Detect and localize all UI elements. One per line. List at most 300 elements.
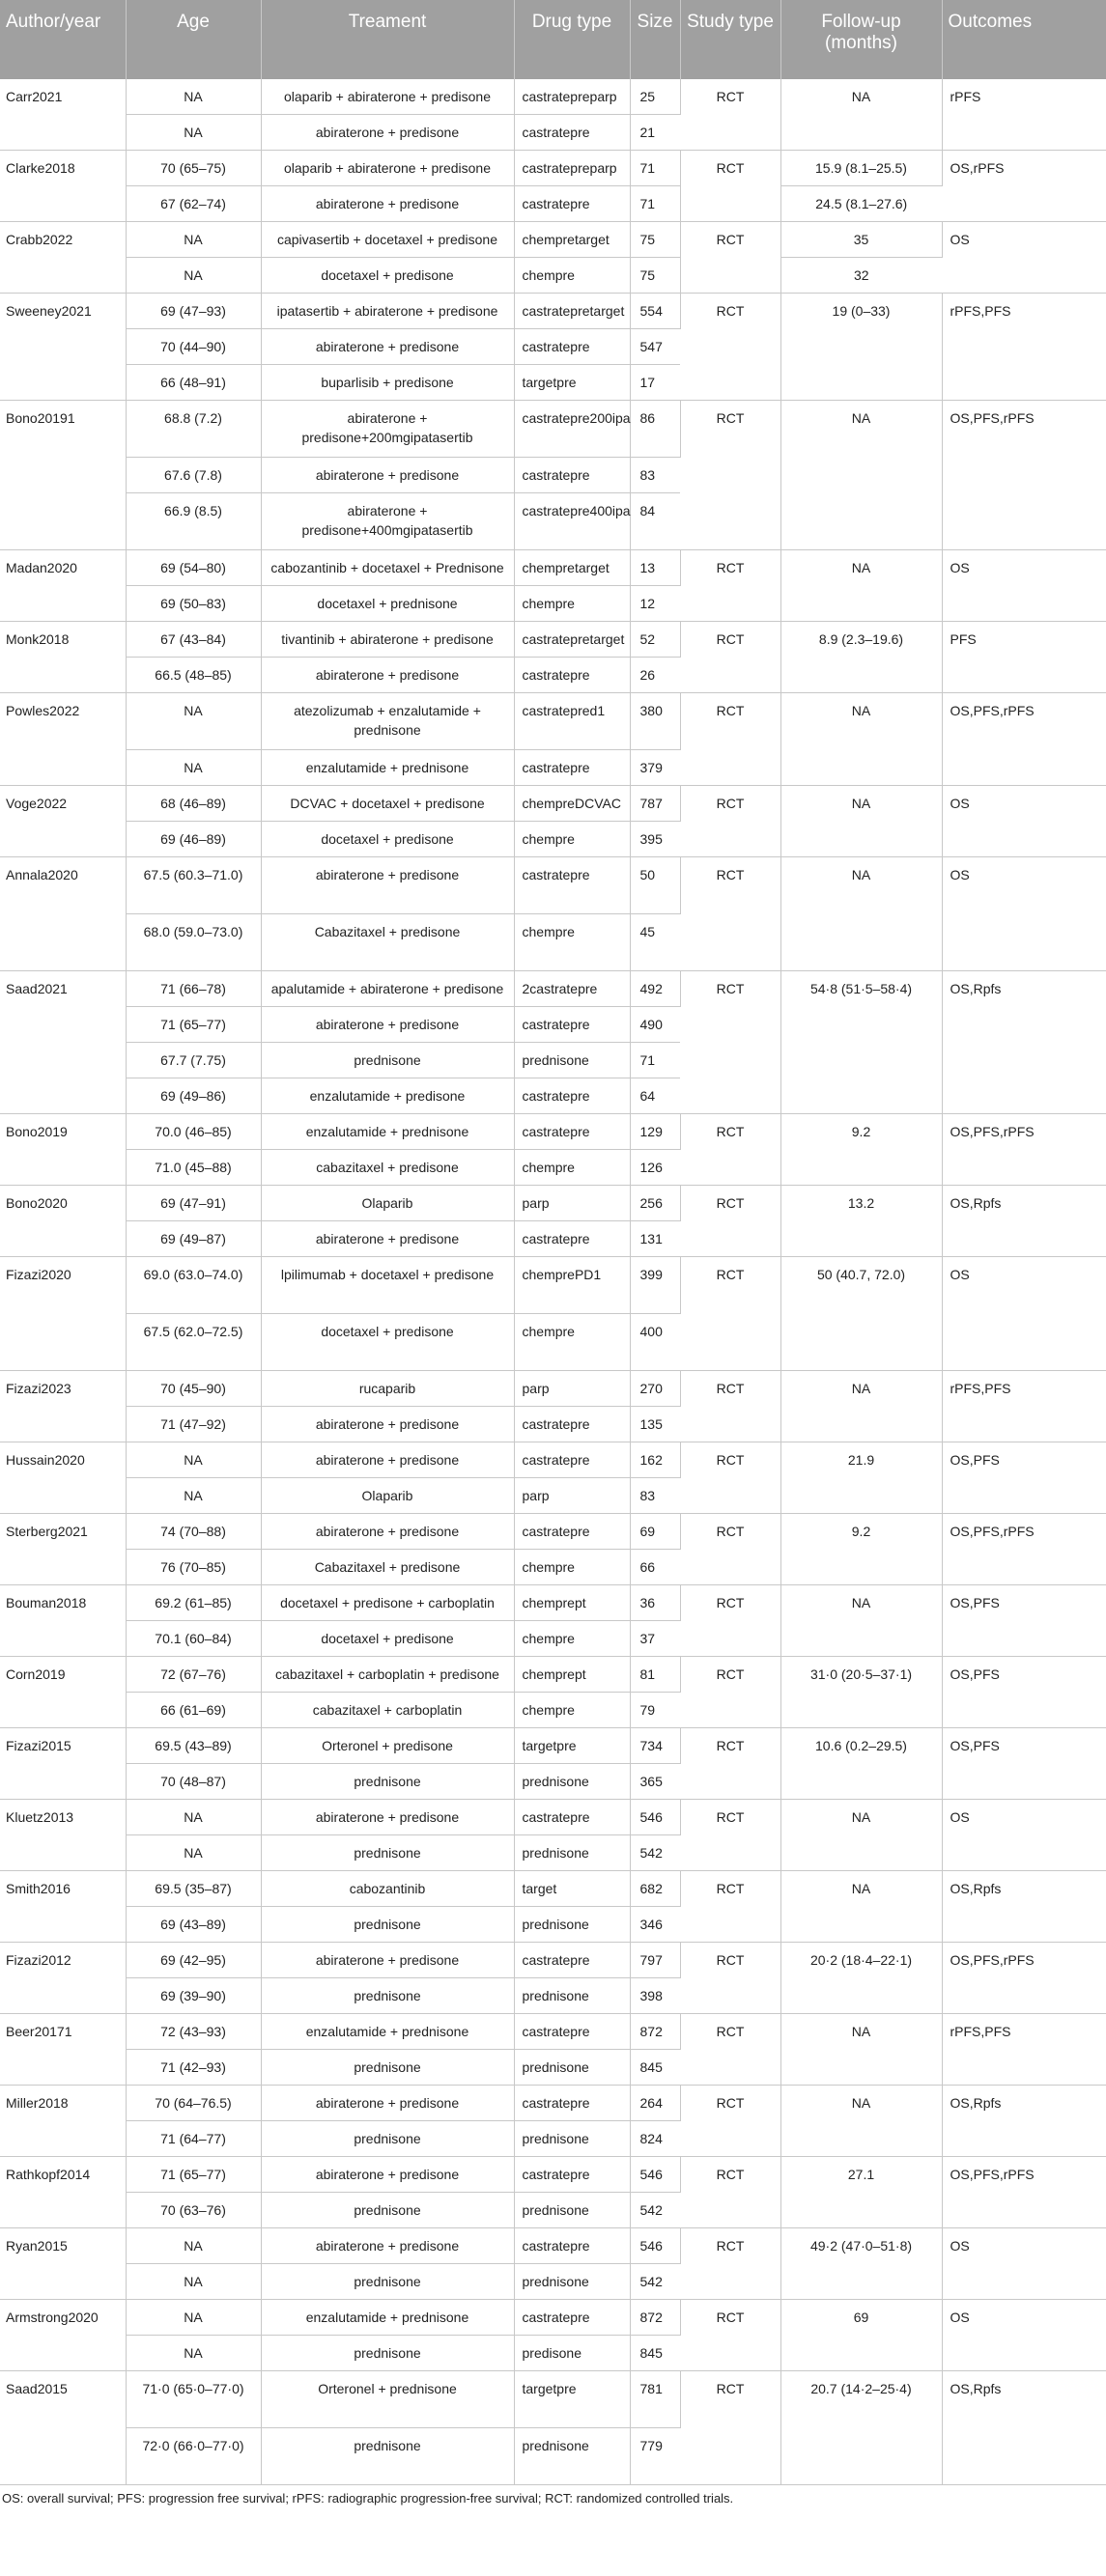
follow-up-cell: 35 bbox=[780, 222, 942, 258]
header-author: Author/year bbox=[0, 0, 126, 79]
age-cell: 69 (43–89) bbox=[126, 1907, 261, 1943]
treatment-cell: abiraterone + predisone bbox=[261, 658, 514, 693]
study-type-cell: RCT bbox=[680, 1442, 780, 1514]
drug-type-cell: castratepre bbox=[514, 1114, 630, 1150]
treatment-cell: abiraterone + predisone bbox=[261, 1442, 514, 1478]
table-row bbox=[0, 622, 1106, 658]
treatment-cell: enzalutamide + prednisone bbox=[261, 1114, 514, 1150]
age-cell: 67.6 (7.8) bbox=[126, 458, 261, 493]
drug-type-cell: prednisone bbox=[514, 2050, 630, 2086]
study-type-cell: RCT bbox=[680, 693, 780, 786]
size-cell: 26 bbox=[630, 658, 680, 693]
outcomes-cell: OS,rPFS bbox=[942, 151, 1106, 222]
table-row bbox=[0, 401, 1106, 458]
table-row bbox=[0, 1257, 1106, 1314]
treatment-cell: rucaparib bbox=[261, 1371, 514, 1407]
drug-type-cell: prednisone bbox=[514, 1907, 630, 1943]
outcomes-cell: OS bbox=[942, 1800, 1106, 1871]
author-cell: Saad2015 bbox=[0, 2371, 126, 2485]
study-type-cell: RCT bbox=[680, 1657, 780, 1728]
treatment-cell: cabazitaxel + carboplatin bbox=[261, 1693, 514, 1728]
size-cell: 270 bbox=[630, 1371, 680, 1407]
outcomes-cell: OS,PFS bbox=[942, 1728, 1106, 1800]
follow-up-cell: 21.9 bbox=[780, 1442, 942, 1514]
follow-up-cell: 10.6 (0.2–29.5) bbox=[780, 1728, 942, 1800]
table-row bbox=[0, 857, 1106, 914]
outcomes-cell: rPFS bbox=[942, 79, 1106, 151]
treatment-cell: abiraterone + predisone bbox=[261, 1943, 514, 1978]
age-cell: 69 (49–87) bbox=[126, 1221, 261, 1257]
study-type-cell: RCT bbox=[680, 222, 780, 294]
drug-type-cell: 2castratepre bbox=[514, 971, 630, 1007]
drug-type-cell: castratepre bbox=[514, 329, 630, 365]
outcomes-cell: OS bbox=[942, 2300, 1106, 2371]
size-cell: 126 bbox=[630, 1150, 680, 1186]
size-cell: 75 bbox=[630, 258, 680, 294]
treatment-cell: enzalutamide + prednisone bbox=[261, 2014, 514, 2050]
treatment-cell: abiraterone + predisone bbox=[261, 186, 514, 222]
outcomes-cell: OS,PFS bbox=[942, 1657, 1106, 1728]
table-row bbox=[0, 1657, 1106, 1693]
drug-type-cell: castratepre bbox=[514, 1800, 630, 1835]
follow-up-cell: NA bbox=[780, 401, 942, 550]
age-cell: 69.5 (43–89) bbox=[126, 1728, 261, 1764]
treatment-cell: Olaparib bbox=[261, 1478, 514, 1514]
age-cell: 69 (46–89) bbox=[126, 822, 261, 857]
treatment-cell: olaparib + abiraterone + predisone bbox=[261, 79, 514, 115]
size-cell: 13 bbox=[630, 550, 680, 586]
drug-type-cell: castratepre bbox=[514, 1407, 630, 1442]
treatment-cell: abiraterone + predisone bbox=[261, 2157, 514, 2193]
study-type-cell: RCT bbox=[680, 1871, 780, 1943]
size-cell: 547 bbox=[630, 329, 680, 365]
age-cell: 70 (44–90) bbox=[126, 329, 261, 365]
size-cell: 36 bbox=[630, 1585, 680, 1621]
author-cell: Fizazi2015 bbox=[0, 1728, 126, 1800]
treatment-cell: prednisone bbox=[261, 2121, 514, 2157]
table-row bbox=[0, 79, 1106, 115]
age-cell: NA bbox=[126, 1478, 261, 1514]
outcomes-cell: OS,Rpfs bbox=[942, 1871, 1106, 1943]
size-cell: 21 bbox=[630, 115, 680, 151]
drug-type-cell: castratepre bbox=[514, 2300, 630, 2336]
age-cell: 69 (50–83) bbox=[126, 586, 261, 622]
follow-up-cell: 24.5 (8.1–27.6) bbox=[780, 186, 942, 222]
author-cell: Rathkopf2014 bbox=[0, 2157, 126, 2228]
age-cell: 70 (65–75) bbox=[126, 151, 261, 186]
size-cell: 79 bbox=[630, 1693, 680, 1728]
treatment-cell: cabazitaxel + predisone bbox=[261, 1150, 514, 1186]
study-type-cell: RCT bbox=[680, 1728, 780, 1800]
follow-up-cell: NA bbox=[780, 1585, 942, 1657]
author-cell: Carr2021 bbox=[0, 79, 126, 151]
size-cell: 845 bbox=[630, 2336, 680, 2371]
age-cell: 69 (42–95) bbox=[126, 1943, 261, 1978]
drug-type-cell: chempre bbox=[514, 1550, 630, 1585]
treatment-cell: abiraterone + predisone bbox=[261, 115, 514, 151]
outcomes-cell: OS,PFS,rPFS bbox=[942, 1514, 1106, 1585]
study-type-cell: RCT bbox=[680, 1943, 780, 2014]
treatment-cell: abiraterone + predisone+200mgipatasertib bbox=[261, 401, 514, 458]
study-type-cell: RCT bbox=[680, 1514, 780, 1585]
size-cell: 379 bbox=[630, 750, 680, 786]
drug-type-cell: parp bbox=[514, 1186, 630, 1221]
study-type-cell: RCT bbox=[680, 401, 780, 550]
size-cell: 81 bbox=[630, 1657, 680, 1693]
drug-type-cell: castratepre bbox=[514, 2228, 630, 2264]
author-cell: Sweeney2021 bbox=[0, 294, 126, 401]
age-cell: 69 (47–93) bbox=[126, 294, 261, 329]
author-cell: Annala2020 bbox=[0, 857, 126, 971]
author-cell: Corn2019 bbox=[0, 1657, 126, 1728]
table-row bbox=[0, 2014, 1106, 2050]
header-study-type: Study type bbox=[680, 0, 780, 79]
treatment-cell: docetaxel + predisone bbox=[261, 1621, 514, 1657]
follow-up-cell: 9.2 bbox=[780, 1514, 942, 1585]
size-cell: 395 bbox=[630, 822, 680, 857]
age-cell: NA bbox=[126, 2228, 261, 2264]
size-cell: 797 bbox=[630, 1943, 680, 1978]
author-cell: Fizazi2020 bbox=[0, 1257, 126, 1371]
table-row bbox=[0, 550, 1106, 586]
author-cell: Bouman2018 bbox=[0, 1585, 126, 1657]
age-cell: 70.1 (60–84) bbox=[126, 1621, 261, 1657]
age-cell: 69 (47–91) bbox=[126, 1186, 261, 1221]
author-cell: Powles2022 bbox=[0, 693, 126, 786]
size-cell: 824 bbox=[630, 2121, 680, 2157]
study-type-cell: RCT bbox=[680, 971, 780, 1114]
follow-up-cell: 20.7 (14·2–25·4) bbox=[780, 2371, 942, 2485]
drug-type-cell: parp bbox=[514, 1478, 630, 1514]
header-treatment: Treament bbox=[261, 0, 514, 79]
table-row bbox=[0, 1728, 1106, 1764]
age-cell: 72 (67–76) bbox=[126, 1657, 261, 1693]
author-cell: Bono2020 bbox=[0, 1186, 126, 1257]
author-cell: Monk2018 bbox=[0, 622, 126, 693]
outcomes-cell: OS,PFS bbox=[942, 1585, 1106, 1657]
drug-type-cell: chempre bbox=[514, 258, 630, 294]
treatment-cell: DCVAC + docetaxel + predisone bbox=[261, 786, 514, 822]
author-cell: Saad2021 bbox=[0, 971, 126, 1114]
drug-type-cell: castratepre bbox=[514, 1221, 630, 1257]
outcomes-cell: OS,Rpfs bbox=[942, 1186, 1106, 1257]
age-cell: 71 (47–92) bbox=[126, 1407, 261, 1442]
outcomes-cell: OS bbox=[942, 857, 1106, 971]
drug-type-cell: castratepre bbox=[514, 1514, 630, 1550]
table-row bbox=[0, 294, 1106, 329]
table-header bbox=[0, 0, 1106, 79]
age-cell: 68.8 (7.2) bbox=[126, 401, 261, 458]
age-cell: NA bbox=[126, 222, 261, 258]
size-cell: 872 bbox=[630, 2300, 680, 2336]
size-cell: 781 bbox=[630, 2371, 680, 2428]
size-cell: 542 bbox=[630, 1835, 680, 1871]
follow-up-cell: NA bbox=[780, 2014, 942, 2086]
treatment-cell: ipatasertib + abiraterone + predisone bbox=[261, 294, 514, 329]
age-cell: 71 (65–77) bbox=[126, 1007, 261, 1043]
follow-up-cell: 9.2 bbox=[780, 1114, 942, 1186]
treatment-cell: cabozantinib + docetaxel + Prednisone bbox=[261, 550, 514, 586]
size-cell: 135 bbox=[630, 1407, 680, 1442]
age-cell: 66.5 (48–85) bbox=[126, 658, 261, 693]
drug-type-cell: parp bbox=[514, 1371, 630, 1407]
study-type-cell: RCT bbox=[680, 1114, 780, 1186]
drug-type-cell: targetpre bbox=[514, 1728, 630, 1764]
drug-type-cell: castratepre bbox=[514, 1442, 630, 1478]
treatment-cell: Cabazitaxel + predisone bbox=[261, 1550, 514, 1585]
drug-type-cell: castratepretarget bbox=[514, 294, 630, 329]
drug-type-cell: prednisone bbox=[514, 2121, 630, 2157]
table-row bbox=[0, 1514, 1106, 1550]
study-type-cell: RCT bbox=[680, 786, 780, 857]
treatment-cell: capivasertib + docetaxel + predisone bbox=[261, 222, 514, 258]
study-type-cell: RCT bbox=[680, 2371, 780, 2485]
age-cell: 69 (39–90) bbox=[126, 1978, 261, 2014]
size-cell: 129 bbox=[630, 1114, 680, 1150]
treatment-cell: abiraterone + predisone bbox=[261, 857, 514, 914]
drug-type-cell: prednisone bbox=[514, 1043, 630, 1078]
drug-type-cell: castratepreparp bbox=[514, 151, 630, 186]
table-row bbox=[0, 1943, 1106, 1978]
table-row bbox=[0, 2228, 1106, 2264]
age-cell: 70 (48–87) bbox=[126, 1764, 261, 1800]
study-type-cell: RCT bbox=[680, 151, 780, 222]
drug-type-cell: prednisone bbox=[514, 1978, 630, 2014]
size-cell: 83 bbox=[630, 458, 680, 493]
size-cell: 162 bbox=[630, 1442, 680, 1478]
age-cell: 70 (63–76) bbox=[126, 2193, 261, 2228]
author-cell: Armstrong2020 bbox=[0, 2300, 126, 2371]
age-cell: 70.0 (46–85) bbox=[126, 1114, 261, 1150]
size-cell: 492 bbox=[630, 971, 680, 1007]
outcomes-cell: OS bbox=[942, 550, 1106, 622]
drug-type-cell: castratepre bbox=[514, 1078, 630, 1114]
age-cell: 71·0 (65·0–77·0) bbox=[126, 2371, 261, 2428]
treatment-cell: docetaxel + predisone bbox=[261, 258, 514, 294]
size-cell: 25 bbox=[630, 79, 680, 115]
drug-type-cell: castratepre bbox=[514, 857, 630, 914]
drug-type-cell: castratepre bbox=[514, 2014, 630, 2050]
drug-type-cell: castratepre bbox=[514, 186, 630, 222]
follow-up-cell: 50 (40.7, 72.0) bbox=[780, 1257, 942, 1371]
treatment-cell: prednisone bbox=[261, 1835, 514, 1871]
header-age: Age bbox=[126, 0, 261, 79]
author-cell: Smith2016 bbox=[0, 1871, 126, 1943]
age-cell: NA bbox=[126, 2264, 261, 2300]
size-cell: 542 bbox=[630, 2193, 680, 2228]
study-type-cell: RCT bbox=[680, 2157, 780, 2228]
size-cell: 69 bbox=[630, 1514, 680, 1550]
treatment-cell: abiraterone + predisone bbox=[261, 1800, 514, 1835]
follow-up-cell: 69 bbox=[780, 2300, 942, 2371]
drug-type-cell: prednisone bbox=[514, 1764, 630, 1800]
drug-type-cell: chempreDCVAC bbox=[514, 786, 630, 822]
drug-type-cell: chempre bbox=[514, 1150, 630, 1186]
outcomes-cell: OS,PFS,rPFS bbox=[942, 693, 1106, 786]
size-cell: 66 bbox=[630, 1550, 680, 1585]
age-cell: 68.0 (59.0–73.0) bbox=[126, 914, 261, 971]
treatment-cell: abiraterone + predisone+400mgipatasertib bbox=[261, 493, 514, 550]
age-cell: NA bbox=[126, 2300, 261, 2336]
age-cell: 67.5 (60.3–71.0) bbox=[126, 857, 261, 914]
size-cell: 546 bbox=[630, 2157, 680, 2193]
age-cell: NA bbox=[126, 115, 261, 151]
drug-type-cell: predisone bbox=[514, 2336, 630, 2371]
follow-up-cell: NA bbox=[780, 79, 942, 151]
treatment-cell: prednisone bbox=[261, 1043, 514, 1078]
drug-type-cell: prednisone bbox=[514, 2193, 630, 2228]
author-cell: Kluetz2013 bbox=[0, 1800, 126, 1871]
treatment-cell: docetaxel + predisone + carboplatin bbox=[261, 1585, 514, 1621]
age-cell: 72·0 (66·0–77·0) bbox=[126, 2428, 261, 2485]
drug-type-cell: prednisone bbox=[514, 1835, 630, 1871]
size-cell: 734 bbox=[630, 1728, 680, 1764]
drug-type-cell: chempre bbox=[514, 1621, 630, 1657]
table-row bbox=[0, 1585, 1106, 1621]
outcomes-cell: rPFS,PFS bbox=[942, 1371, 1106, 1442]
treatment-cell: atezolizumab + enzalutamide + prednisone bbox=[261, 693, 514, 750]
header-row bbox=[0, 0, 1106, 79]
outcomes-cell: OS,Rpfs bbox=[942, 2371, 1106, 2485]
outcomes-cell: OS,PFS,rPFS bbox=[942, 1114, 1106, 1186]
table-row bbox=[0, 1186, 1106, 1221]
treatment-cell: prednisone bbox=[261, 2193, 514, 2228]
age-cell: 69.2 (61–85) bbox=[126, 1585, 261, 1621]
study-type-cell: RCT bbox=[680, 1186, 780, 1257]
treatment-cell: abiraterone + predisone bbox=[261, 458, 514, 493]
study-type-cell: RCT bbox=[680, 1371, 780, 1442]
size-cell: 399 bbox=[630, 1257, 680, 1314]
age-cell: 76 (70–85) bbox=[126, 1550, 261, 1585]
age-cell: 70 (45–90) bbox=[126, 1371, 261, 1407]
author-cell: Fizazi2023 bbox=[0, 1371, 126, 1442]
follow-up-cell: 8.9 (2.3–19.6) bbox=[780, 622, 942, 693]
treatment-cell: prednisone bbox=[261, 1978, 514, 2014]
age-cell: 71 (66–78) bbox=[126, 971, 261, 1007]
outcomes-cell: OS,Rpfs bbox=[942, 971, 1106, 1114]
age-cell: 67.7 (7.75) bbox=[126, 1043, 261, 1078]
drug-type-cell: castratepreparp bbox=[514, 79, 630, 115]
size-cell: 83 bbox=[630, 1478, 680, 1514]
drug-type-cell: chempre bbox=[514, 914, 630, 971]
size-cell: 546 bbox=[630, 2228, 680, 2264]
size-cell: 256 bbox=[630, 1186, 680, 1221]
study-type-cell: RCT bbox=[680, 1800, 780, 1871]
treatment-cell: abiraterone + predisone bbox=[261, 2228, 514, 2264]
size-cell: 554 bbox=[630, 294, 680, 329]
table-row bbox=[0, 1442, 1106, 1478]
follow-up-cell: NA bbox=[780, 693, 942, 786]
size-cell: 779 bbox=[630, 2428, 680, 2485]
author-cell: Ryan2015 bbox=[0, 2228, 126, 2300]
outcomes-cell: OS,PFS,rPFS bbox=[942, 401, 1106, 550]
table-row bbox=[0, 1800, 1106, 1835]
drug-type-cell: target bbox=[514, 1871, 630, 1907]
study-type-cell: RCT bbox=[680, 1257, 780, 1371]
drug-type-cell: castratepre bbox=[514, 1007, 630, 1043]
outcomes-cell: OS bbox=[942, 2228, 1106, 2300]
age-cell: NA bbox=[126, 2336, 261, 2371]
size-cell: 380 bbox=[630, 693, 680, 750]
size-cell: 490 bbox=[630, 1007, 680, 1043]
follow-up-cell: 32 bbox=[780, 258, 942, 294]
age-cell: NA bbox=[126, 79, 261, 115]
size-cell: 546 bbox=[630, 1800, 680, 1835]
author-cell: Bono2019 bbox=[0, 1114, 126, 1186]
size-cell: 872 bbox=[630, 2014, 680, 2050]
size-cell: 398 bbox=[630, 1978, 680, 2014]
treatment-cell: Olaparib bbox=[261, 1186, 514, 1221]
age-cell: 71 (64–77) bbox=[126, 2121, 261, 2157]
size-cell: 37 bbox=[630, 1621, 680, 1657]
treatment-cell: cabozantinib bbox=[261, 1871, 514, 1907]
size-cell: 346 bbox=[630, 1907, 680, 1943]
author-cell: Hussain2020 bbox=[0, 1442, 126, 1514]
age-cell: 68 (46–89) bbox=[126, 786, 261, 822]
table-row bbox=[0, 971, 1106, 1007]
drug-type-cell: castratepre400ipa bbox=[514, 493, 630, 550]
drug-type-cell: chempretarget bbox=[514, 550, 630, 586]
table-row bbox=[0, 2157, 1106, 2193]
size-cell: 400 bbox=[630, 1314, 680, 1371]
outcomes-cell: OS bbox=[942, 1257, 1106, 1371]
outcomes-cell: OS,PFS,rPFS bbox=[942, 2157, 1106, 2228]
header-outcomes: Outcomes bbox=[942, 0, 1106, 79]
outcomes-cell: rPFS,PFS bbox=[942, 2014, 1106, 2086]
outcomes-cell: rPFS,PFS bbox=[942, 294, 1106, 401]
drug-type-cell: chemprept bbox=[514, 1657, 630, 1693]
table-row bbox=[0, 2300, 1106, 2336]
treatment-cell: prednisone bbox=[261, 2336, 514, 2371]
age-cell: 66 (61–69) bbox=[126, 1693, 261, 1728]
size-cell: 131 bbox=[630, 1221, 680, 1257]
age-cell: NA bbox=[126, 693, 261, 750]
table-row bbox=[0, 1871, 1106, 1907]
treatment-cell: enzalutamide + prednisone bbox=[261, 2300, 514, 2336]
age-cell: NA bbox=[126, 1835, 261, 1871]
author-cell: Voge2022 bbox=[0, 786, 126, 857]
table-row bbox=[0, 258, 1106, 294]
drug-type-cell: chempre bbox=[514, 1693, 630, 1728]
treatment-cell: prednisone bbox=[261, 2264, 514, 2300]
table-row bbox=[0, 186, 1106, 222]
age-cell: 69.5 (35–87) bbox=[126, 1871, 261, 1907]
study-type-cell: RCT bbox=[680, 79, 780, 151]
size-cell: 84 bbox=[630, 493, 680, 550]
drug-type-cell: castratepre200ipa bbox=[514, 401, 630, 458]
size-cell: 12 bbox=[630, 586, 680, 622]
table-row bbox=[0, 786, 1106, 822]
author-cell: Miller2018 bbox=[0, 2086, 126, 2157]
age-cell: 67 (43–84) bbox=[126, 622, 261, 658]
treatment-cell: cabazitaxel + carboplatin + predisone bbox=[261, 1657, 514, 1693]
author-cell: Fizazi2012 bbox=[0, 1943, 126, 2014]
follow-up-cell: NA bbox=[780, 1871, 942, 1943]
treatment-cell: prednisone bbox=[261, 1907, 514, 1943]
treatment-cell: buparlisib + predisone bbox=[261, 365, 514, 401]
treatment-cell: abiraterone + predisone bbox=[261, 1221, 514, 1257]
age-cell: 71.0 (45–88) bbox=[126, 1150, 261, 1186]
study-type-cell: RCT bbox=[680, 550, 780, 622]
age-cell: NA bbox=[126, 258, 261, 294]
study-type-cell: RCT bbox=[680, 2014, 780, 2086]
drug-type-cell: castratepre bbox=[514, 1943, 630, 1978]
drug-type-cell: chemprePD1 bbox=[514, 1257, 630, 1314]
size-cell: 682 bbox=[630, 1871, 680, 1907]
follow-up-cell: NA bbox=[780, 2086, 942, 2157]
age-cell: 69.0 (63.0–74.0) bbox=[126, 1257, 261, 1314]
age-cell: 69 (54–80) bbox=[126, 550, 261, 586]
